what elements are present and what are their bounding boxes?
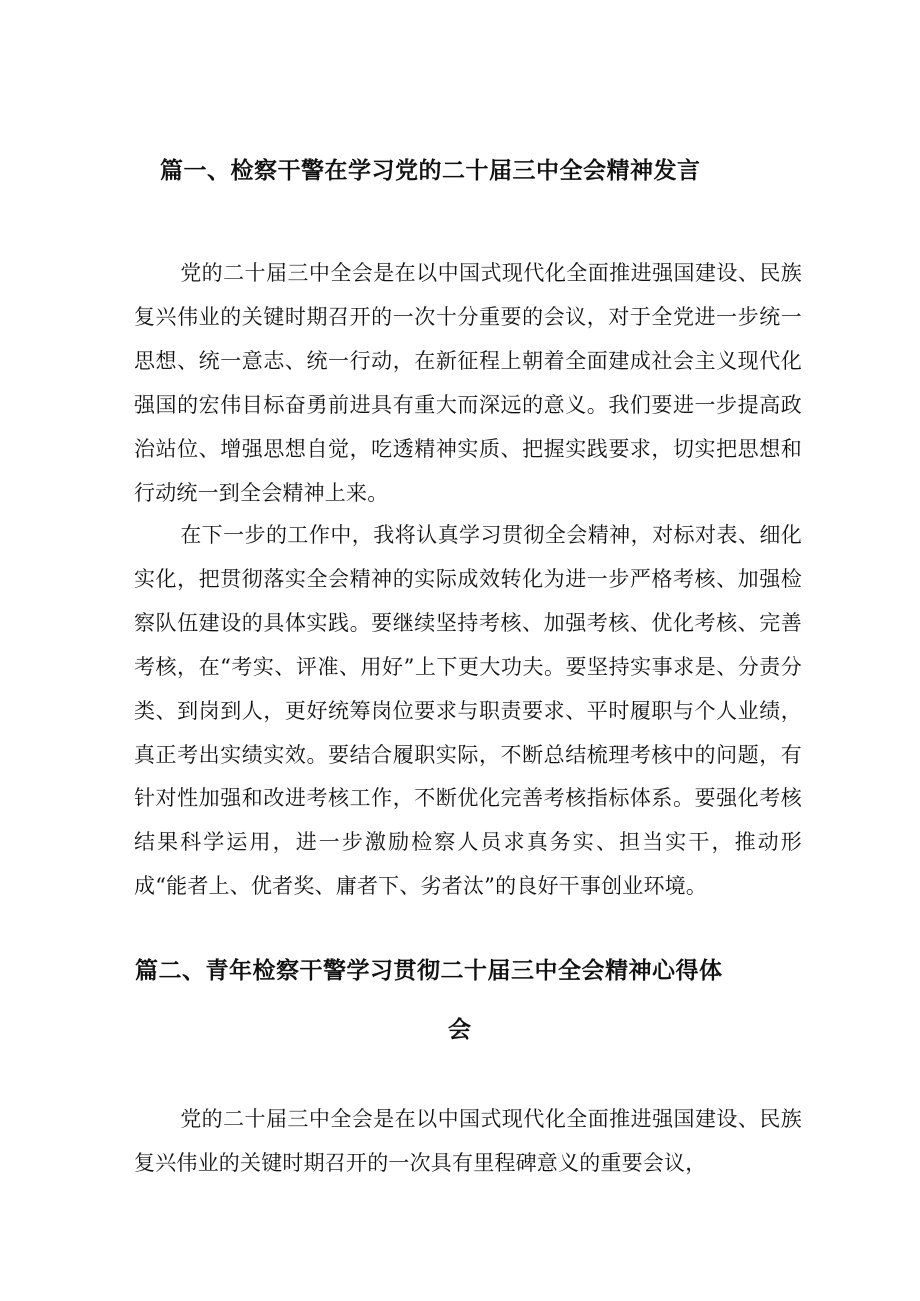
- section2-title-line2: 会: [448, 1017, 472, 1043]
- section1-paragraph-2: 在下一步的工作中，我将认真学习贯彻全会精神，对标对表、细化实化，把贯彻落实全会精神的实际成效转化为进一步严格考核、加强检察队伍建设的具体实践。要继续坚持考核、加强考核、优化考核、完善考核，在“考实、评准、用好”上下更大功夫。要坚持实事求是、分责分类、到岗到人，更好统筹岗位要求与职责要求、平时履职与个人业绩，真正考出实绩实效。要结合履职实际，不断总结梳理考核中的问题，有针对性加强和改进考核工作，不断优化完善考核指标体系。要强化考核结果科学运用，进一步激励检察人员求真务实、担当实干，推动形成“能者上、优者奖、庸者下、劣者汰”的良好干事创业环境。: [134, 523, 802, 899]
- section1-title: 篇一、检察干警在学习党的二十届三中全会精神发言: [160, 158, 701, 184]
- section2-paragraph-1: 党的二十届三中全会是在以中国式现代化全面推进强国建设、民族复兴伟业的关键时期召开的一次具有里程碑意义的重要会议，: [134, 1107, 802, 1175]
- section1-paragraph-1: 党的二十届三中全会是在以中国式现代化全面推进强国建设、民族复兴伟业的关键时期召开的一次十分重要的会议，对于全党进一步统一思想、统一意志、统一行动，在新征程上朝着全面建成社会主义现代化强国的宏伟目标奋勇前进具有重大而深远的意义。我们要进一步提高政治站位、增强思想自觉，吃透精神实质、把握实践要求，切实把思想和行动统一到全会精神上来。: [134, 261, 802, 505]
- section2-title-line1: 篇二、青年检察干警学习贯彻二十届三中全会精神心得体: [135, 958, 723, 984]
